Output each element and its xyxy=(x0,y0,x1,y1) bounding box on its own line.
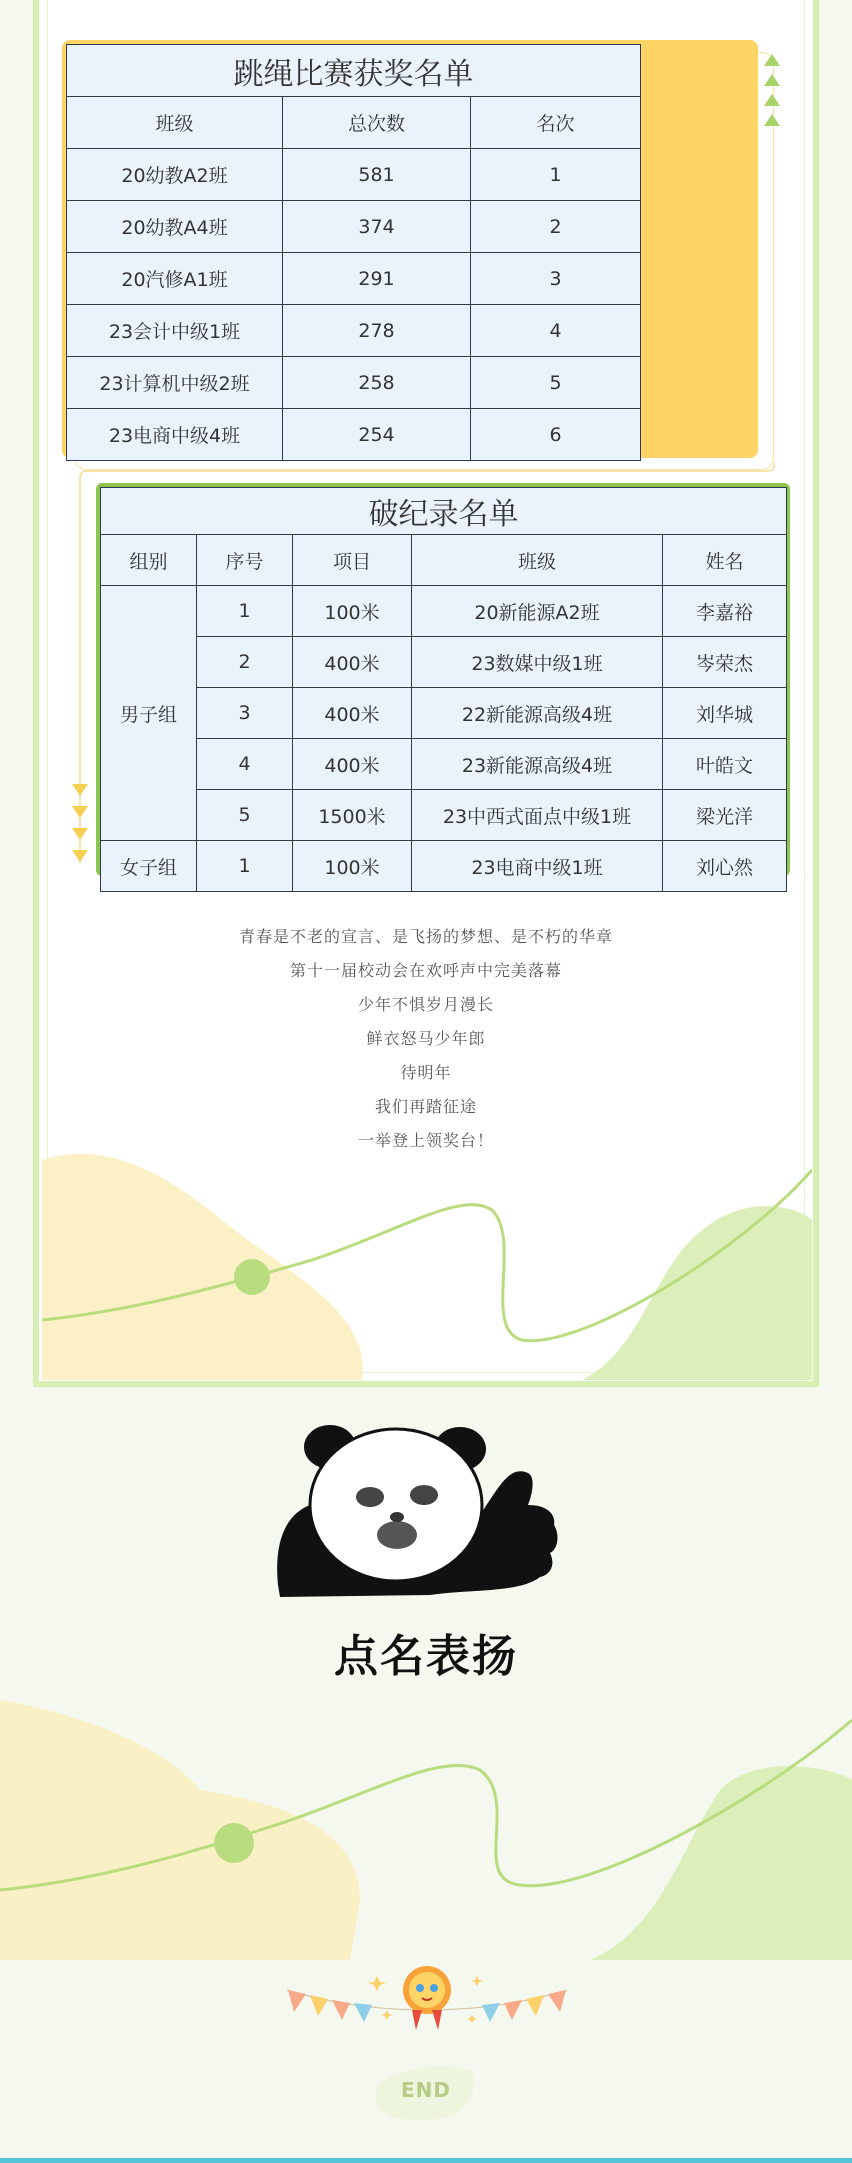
poem-line: 青春是不老的宣言、是飞扬的梦想、是不朽的华章 xyxy=(238,927,613,946)
name-cell: 梁光洋 xyxy=(663,790,787,841)
records-title: 破纪录名单 xyxy=(101,488,787,535)
table-row xyxy=(67,305,641,357)
class-cell: 20幼教A4班 xyxy=(67,201,283,253)
name-cell: 叶皓文 xyxy=(663,739,787,790)
count-cell: 258 xyxy=(283,357,471,409)
event-cell: 400米 xyxy=(293,739,412,790)
bottom-accent-line xyxy=(0,2158,852,2163)
group-cell-female: 女子组 xyxy=(101,841,197,892)
class-cell: 23会计中级1班 xyxy=(67,305,283,357)
bunting-medal-icon xyxy=(282,1960,572,2060)
class-cell: 23电商中级4班 xyxy=(67,409,283,461)
bottom-wave-decoration xyxy=(0,1700,852,1960)
poem-line: 我们再踏征途 xyxy=(374,1097,477,1116)
poem-line: 待明年 xyxy=(400,1063,452,1082)
column-header: 姓名 xyxy=(663,535,787,586)
column-header: 班级 xyxy=(67,97,283,149)
index-cell: 1 xyxy=(197,841,293,892)
event-cell: 400米 xyxy=(293,688,412,739)
poem-line: 第十一届校动会在欢呼声中完美落幕 xyxy=(289,961,562,980)
count-cell: 278 xyxy=(283,305,471,357)
table-row xyxy=(67,201,641,253)
panda-thumbs-up-image xyxy=(270,1425,570,1615)
jump-rope-title: 跳绳比赛获奖名单 xyxy=(67,45,641,97)
name-cell: 刘心然 xyxy=(663,841,787,892)
class-cell: 23电商中级1班 xyxy=(412,841,663,892)
class-cell: 23中西式面点中级1班 xyxy=(412,790,663,841)
table-row xyxy=(101,586,787,637)
jump-rope-table xyxy=(66,44,641,461)
table-row xyxy=(101,841,787,892)
down-arrows-icon xyxy=(70,782,90,870)
event-cell: 400米 xyxy=(293,637,412,688)
group-cell-male: 男子组 xyxy=(101,586,197,841)
event-cell: 100米 xyxy=(293,841,412,892)
index-cell: 5 xyxy=(197,790,293,841)
count-cell: 254 xyxy=(283,409,471,461)
up-arrows-icon xyxy=(762,54,782,140)
table-row xyxy=(67,149,641,201)
name-cell: 岑荣杰 xyxy=(663,637,787,688)
column-header: 总次数 xyxy=(283,97,471,149)
column-header: 组别 xyxy=(101,535,197,586)
closing-poem xyxy=(0,920,852,1158)
name-cell: 李嘉裕 xyxy=(663,586,787,637)
class-cell: 20幼教A2班 xyxy=(67,149,283,201)
class-cell: 23数媒中级1班 xyxy=(412,637,663,688)
rank-cell: 3 xyxy=(471,253,641,305)
poem-line: 少年不惧岁月漫长 xyxy=(357,995,494,1014)
count-cell: 581 xyxy=(283,149,471,201)
table-row xyxy=(101,688,787,739)
table-row xyxy=(101,790,787,841)
records-table xyxy=(100,487,787,892)
class-cell: 22新能源高级4班 xyxy=(412,688,663,739)
class-cell: 20新能源A2班 xyxy=(412,586,663,637)
column-header: 序号 xyxy=(197,535,293,586)
rank-cell: 5 xyxy=(471,357,641,409)
index-cell: 4 xyxy=(197,739,293,790)
event-cell: 1500米 xyxy=(293,790,412,841)
wave-decoration xyxy=(42,1150,812,1380)
column-header: 项目 xyxy=(293,535,412,586)
rank-cell: 1 xyxy=(471,149,641,201)
end-label: END xyxy=(400,2078,451,2102)
table-row xyxy=(101,739,787,790)
class-cell: 20汽修A1班 xyxy=(67,253,283,305)
class-cell: 23新能源高级4班 xyxy=(412,739,663,790)
table-row xyxy=(67,253,641,305)
praise-title: 点名表扬 xyxy=(334,1631,518,1682)
poem-line: 一举登上领奖台！ xyxy=(357,1131,494,1150)
column-header: 名次 xyxy=(471,97,641,149)
index-cell: 1 xyxy=(197,586,293,637)
index-cell: 3 xyxy=(197,688,293,739)
count-cell: 374 xyxy=(283,201,471,253)
table-row xyxy=(67,357,641,409)
index-cell: 2 xyxy=(197,637,293,688)
rank-cell: 4 xyxy=(471,305,641,357)
event-cell: 100米 xyxy=(293,586,412,637)
class-cell: 23计算机中级2班 xyxy=(67,357,283,409)
name-cell: 刘华城 xyxy=(663,688,787,739)
column-header: 班级 xyxy=(412,535,663,586)
table-row xyxy=(101,637,787,688)
poem-line: 鲜衣怒马少年郎 xyxy=(366,1029,486,1048)
count-cell: 291 xyxy=(283,253,471,305)
rank-cell: 6 xyxy=(471,409,641,461)
table-row xyxy=(67,409,641,461)
rank-cell: 2 xyxy=(471,201,641,253)
